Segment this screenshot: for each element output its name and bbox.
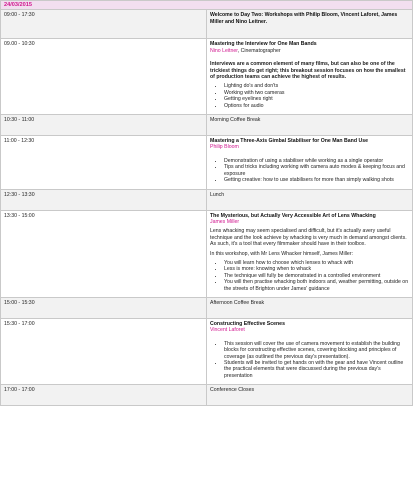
session-paragraph: Lens whacking may seem specialised and difficult, but it's actually avery useful technique and the look achieve by whacking is very much in demand amongst clients. As such, it's a tool that every filmmaker should have in their toolbox. <box>210 228 407 248</box>
row-time: 13:30 - 15:00 <box>1 210 207 297</box>
session-paragraph: In this workshop, with Mr Lens Whacker himself, James Miller: <box>210 250 353 257</box>
row-time: 15:30 - 17:00 <box>1 318 207 384</box>
table-row <box>1 39 413 115</box>
row-time: 17:00 - 17:00 <box>1 385 207 406</box>
session-title: Conference Closes <box>210 387 255 394</box>
row-time: 10:30 - 11:00 <box>1 115 207 136</box>
list-item: • Less is more: knowing when to whack <box>224 266 409 272</box>
list-item: • Students will be invited to get hands on with the gear and have Vincent outline the practical elements that were discussed during the previous day's presentation <box>224 360 409 379</box>
speaker-role: , Cinematographer <box>237 47 281 54</box>
list-item: • Demonstration of using a stabiliser while working as a single operator <box>224 158 409 164</box>
list-item: • Tips and tricks including working with camera auto modes & keeping focus and exposure <box>224 164 409 177</box>
row-content <box>207 136 413 189</box>
row-content <box>207 210 413 297</box>
list-item: • The technique will fully be demonstrated in a controlled environment <box>224 273 409 279</box>
table-row <box>1 10 413 39</box>
list-item: • Getting eyelines right <box>224 96 409 102</box>
session-title: Lunch <box>210 191 225 198</box>
session-title: Mastering the Interview for One Man Bands <box>210 41 317 48</box>
session-title: Welcome to Day Two: Workshops with Philip Bloom, Vincent Laforet, James Miller and Nino Leitner. <box>210 12 398 25</box>
row-time: 09:00 - 17:30 <box>1 10 207 39</box>
row-time: 15:00 - 15:30 <box>1 297 207 318</box>
table-row <box>1 210 413 297</box>
row-time: 11:00 - 12:30 <box>1 136 207 189</box>
row-content <box>207 297 413 318</box>
table-row <box>1 297 413 318</box>
row-time: 12:30 - 13:30 <box>1 189 207 210</box>
bullet-list <box>210 83 409 109</box>
bullet-list <box>210 260 409 292</box>
list-item: • Lighting do's and don'ts <box>224 83 409 89</box>
list-item: • You will then practise whacking both indoors and, weather permitting, outside on the streets of Brighton under James' guidance <box>224 279 409 292</box>
bullet-list <box>210 341 409 379</box>
table-row <box>1 189 413 210</box>
row-content <box>207 385 413 406</box>
row-content <box>207 115 413 136</box>
session-title: The Mysterious, but Actually Very Accessible Art of Lens Whacking <box>210 212 376 219</box>
speaker-name: Philip Bloom <box>210 144 239 151</box>
session-intro: Interviews are a common element of many films, but can also be one of the trickiest things do get right; this breakout session focuses on how the smallest of production teams can achieve the highest of results. <box>210 61 406 81</box>
session-title: Mastering a Three-Axis Gimbal Stabiliser for One Man Band Use <box>210 138 368 145</box>
list-item: • You will learn how to choose which lenses to whack with <box>224 260 409 266</box>
row-content <box>207 318 413 384</box>
session-title: Afternoon Coffee Break <box>210 299 265 306</box>
table-row <box>1 385 413 406</box>
date-row <box>1 1 413 10</box>
speaker-name: Nino Leitner <box>210 47 238 54</box>
list-item: • Getting creative: how to use stabilisers for more than simply walking shots <box>224 177 409 183</box>
row-content <box>207 10 413 39</box>
list-item: • Working with two cameras <box>224 90 409 96</box>
table-row <box>1 318 413 384</box>
session-title: Constructing Effective Scenes <box>210 320 285 327</box>
row-time: 09.00 - 10:30 <box>1 39 207 115</box>
row-content <box>207 39 413 115</box>
list-item: • This session will cover the use of camera movement to establish the building blocks for constructing effective scenes, covering blocking and principles of coverage (as outlined the previous day's presentation). <box>224 341 409 360</box>
speaker-name: James Miller <box>210 218 240 225</box>
session-title: Morning Coffee Break <box>210 117 261 124</box>
table-row <box>1 136 413 189</box>
bullet-list <box>210 158 409 184</box>
speaker-name: Vincent Laforet <box>210 327 245 334</box>
list-item: • Options for audio <box>224 103 409 109</box>
table-row <box>1 115 413 136</box>
row-content <box>207 189 413 210</box>
schedule-date: 24/03/2015 <box>1 1 413 10</box>
